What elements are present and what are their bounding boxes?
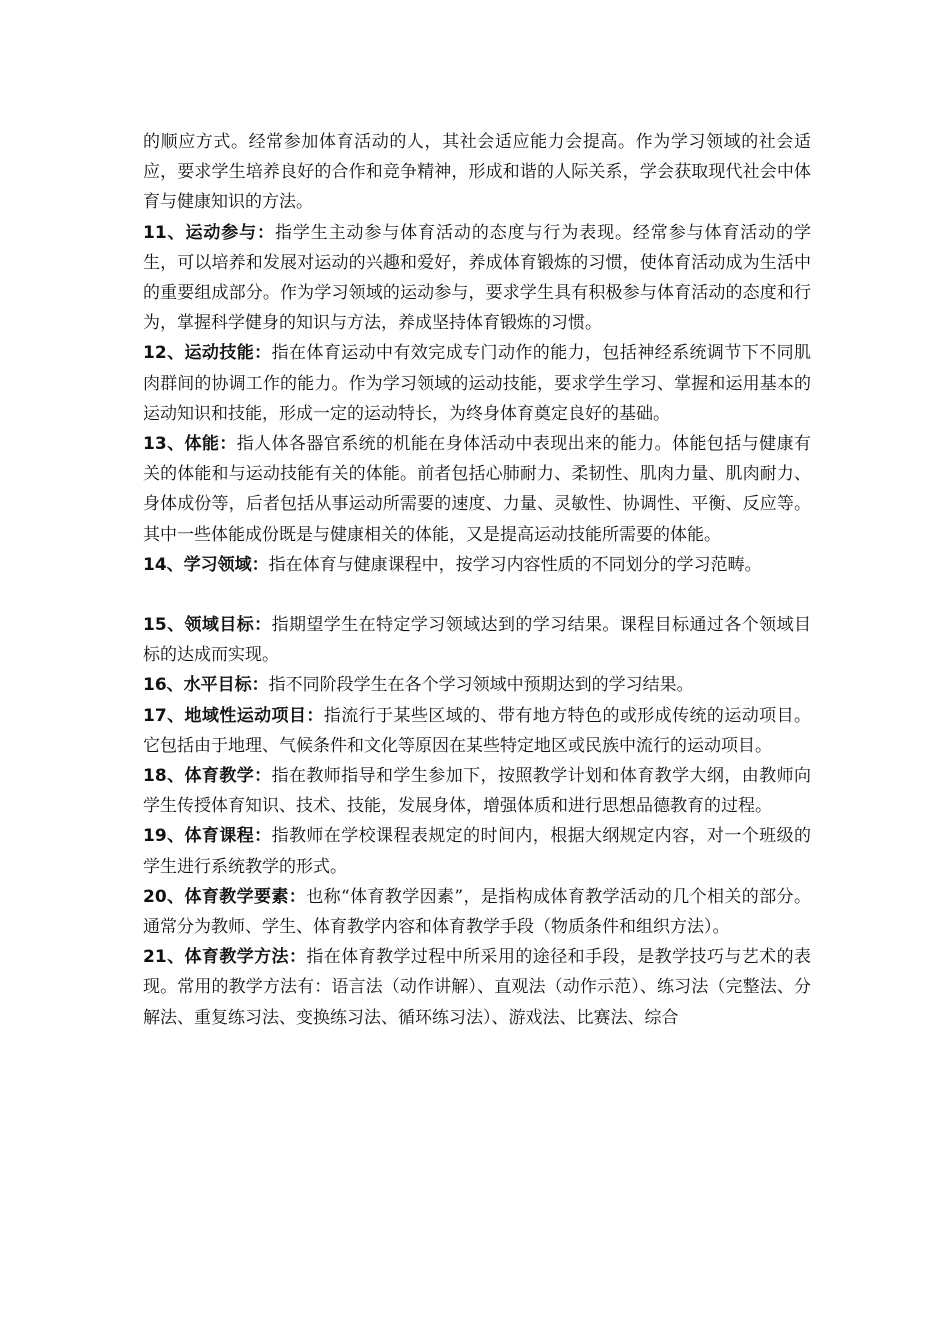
entry-16 <box>143 670 811 700</box>
entry-term: 17、地域性运动项目： <box>143 705 324 726</box>
entry-11 <box>143 218 811 339</box>
entry-term: 20、体育教学要素： <box>143 886 307 907</box>
entry-13 <box>143 429 811 550</box>
entry-term: 13、体能： <box>143 434 237 455</box>
entry-term: 11、运动参与： <box>143 222 275 243</box>
entry-21 <box>143 942 811 1033</box>
entry-term: 19、体育课程： <box>143 826 272 847</box>
entry-term: 21、体育教学方法： <box>143 947 307 968</box>
entry-text: 指人体各器官系统的机能在身体活动中表现出来的能力。体能包括与健康有关的体能和与运动技能有关的体能。前者包括心肺耐力、柔韧性、肌肉力量、肌肉耐力、身体成份等，后者包括从事运动所需要的速度、力量、灵敏性、协调性、平衡、反应等。其中一些体能成份既是与健康相关的体能，又是提高运动技能所需要的体能。 <box>143 434 811 545</box>
entry-text: 指不同阶段学生在各个学习领域中预期达到的学习结果。 <box>268 675 694 696</box>
entry-text: 指流行于某些区域的、带有地方特色的或形成传统的运动项目。它包括由于地理、气候条件和文化等原因在某些特定地区或民族中流行的运动项目。 <box>143 705 811 756</box>
entry-term: 15、领域目标： <box>143 615 272 636</box>
entry-term: 16、水平目标： <box>143 675 269 696</box>
entry-17 <box>143 701 811 761</box>
entry-text: 指在体育运动中有效完成专门动作的能力，包括神经系统调节下不同肌肉群间的协调工作的能力。作为学习领域的运动技能，要求学生学习、掌握和运用基本的运动知识和技能，形成一定的运动特长，为终身体育奠定良好的基础。 <box>143 343 811 424</box>
entry-text: 也称“体育教学因素”，是指构成体育教学活动的几个相关的部分。通常分为教师、学生、体育教学内容和体育教学手段（物质条件和组织方法）。 <box>143 886 811 938</box>
entry-19 <box>143 821 811 881</box>
entry-18 <box>143 761 811 821</box>
entry-20 <box>143 882 811 942</box>
entry-text: 指在教师指导和学生参加下，按照教学计划和体育教学大纲，由教师向学生传授体育知识、技术、技能，发展身体，增强体质和进行思想品德教育的过程。 <box>143 766 811 817</box>
blank-line <box>143 580 811 610</box>
entry-14 <box>143 550 811 580</box>
entry-term: 14、学习领域： <box>143 554 269 575</box>
document-page <box>143 127 811 1033</box>
entry-text: 指在体育教学过程中所采用的途径和手段，是教学技巧与艺术的表现。常用的教学方法有：语言法（动作讲解）、直观法（动作示范）、练习法（完整法、分解法、重复练习法、变换练习法、循环练习法）、游戏法、比赛法、综合 <box>143 947 811 1028</box>
entry-term: 18、体育教学： <box>143 766 272 787</box>
entry-term: 12、运动技能： <box>143 343 272 364</box>
intro-paragraph: 的顺应方式。经常参加体育活动的人，其社会适应能力会提高。作为学习领域的社会适应，要求学生培养良好的合作和竞争精神，形成和谐的人际关系，学会获取现代社会中体育与健康知识的方法。 <box>143 132 811 213</box>
entry-15 <box>143 610 811 670</box>
entry-text: 指期望学生在特定学习领域达到的学习结果。课程目标通过各个领域目标的达成而实现。 <box>143 615 811 666</box>
entry-text: 指学生主动参与体育活动的态度与行为表现。经常参与体育活动的学生，可以培养和发展对运动的兴趣和爱好，养成体育锻炼的习惯，使体育活动成为生活中的重要组成部分。作为学习领域的运动参与，要求学生具有积极参与体育活动的态度和行为，掌握科学健身的知识与方法，养成坚持体育锻炼的习惯。 <box>143 222 811 334</box>
entry-text: 指教师在学校课程表规定的时间内，根据大纲规定内容，对一个班级的学生进行系统教学的形式。 <box>143 826 811 877</box>
entry-text: 指在体育与健康课程中，按学习内容性质的不同划分的学习范畴。 <box>268 554 762 575</box>
entry-12 <box>143 338 811 429</box>
